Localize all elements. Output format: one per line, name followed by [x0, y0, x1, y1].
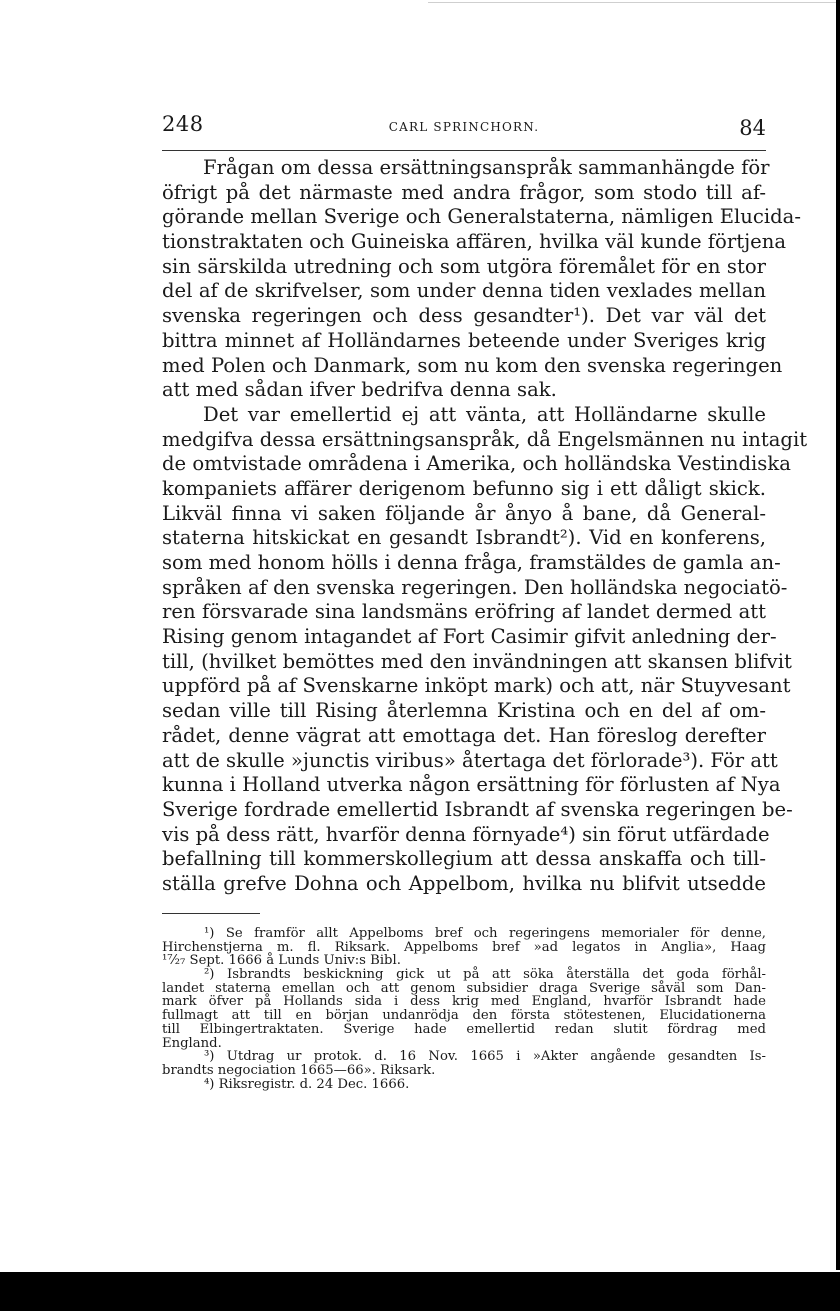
body-line: del af de skrifvelser, som under denna tiden vexlades mellan: [162, 279, 766, 303]
body-line: ren försvarade sina landsmäns eröfring af landet dermed att: [162, 600, 766, 624]
body-line: till, (hvilket bemöttes med den invändningen att skansen blifvit: [162, 649, 792, 673]
body-line: med Polen och Danmark, som nu kom den svenska regeringen: [162, 353, 783, 377]
body-line: görande mellan Sverige och Generalstaterna, nämligen Elucida-: [162, 205, 801, 229]
body-line: sin särskilda utredning och som utgöra föremålet för en stor: [162, 254, 766, 278]
footnote-line: Hirchenstjerna m. fl. Riksark. Appelboms bref »ad legatos in Anglia», Haag: [162, 939, 766, 955]
body-line: språken af den svenska regeringen. Den holländska negociatö-: [162, 575, 788, 599]
body-line: kunna i Holland utverka någon ersättning för förlusten af Nya: [162, 773, 781, 797]
body-line: bittra minnet af Holländarnes beteende under Sveriges krig: [162, 328, 766, 352]
body-line: att med sådan ifver bedrifva denna sak.: [162, 378, 557, 402]
footnote-rule: [162, 913, 260, 914]
body-line: medgifva dessa ersättningsanspråk, då Engelsmännen nu intagit: [162, 427, 808, 451]
scan-bottom-band: [0, 1272, 840, 1311]
body-line: Rising genom intagandet af Fort Casimir gifvit anledning der-: [162, 625, 777, 649]
body-line: att de skulle »junctis viribus» återtaga det förlorade³). För att: [162, 748, 778, 772]
scan-top-rule: [428, 2, 840, 3]
body-line: som med honom hölls i denna fråga, framstäldes de gamla an-: [162, 551, 781, 574]
footnote-line: mark öfver på Hollands sida i dess krig med England, hvarför Isbrandt hade: [162, 994, 766, 1010]
body-line: rådet, denne vägrat att emottaga det. Han föreslog derefter: [162, 723, 766, 747]
page-number-left: 248: [162, 112, 204, 136]
running-title: CARL SPRINCHORN.: [388, 120, 540, 134]
body-line: Sverige fordrade emellertid Isbrandt af svenska regeringen be-: [162, 797, 793, 821]
body-line: de omtvistade områdena i Amerika, och holländska Vestindiska: [162, 452, 791, 476]
body-line: vis på dess rätt, hvarför denna förnyade⁴) sin förut utfärdade: [162, 822, 770, 846]
footnotes: [162, 927, 766, 1091]
footnote-line: England.: [162, 1035, 222, 1051]
footnote-line: till Elbingertraktaten. Sverige hade emellertid redan slutit fördrag med: [162, 1021, 766, 1037]
footnote-line: brandts negociation 1665—66». Riksark.: [162, 1062, 436, 1078]
header-rule: [162, 150, 766, 151]
footnote-line: ¹⁷⁄₂₇ Sept. 1666 å Lunds Univ:s Bibl.: [162, 953, 401, 969]
body-line: befallning till kommerskollegium att dessa anskaffa och till-: [162, 847, 766, 871]
body-line: tionstraktaten och Guineiska affären, hvilka väl kunde förtjena: [162, 230, 787, 254]
body-line: uppförd på af Svenskarne inköpt mark) och att, när Stuyvesant: [162, 674, 791, 698]
body-line: svenska regeringen och dess gesandter¹). Det var väl det: [162, 304, 766, 328]
body-line: staterna hitskickat en gesandt Isbrandt²). Vid en konferens,: [162, 526, 766, 550]
body-line: öfrigt på det närmaste med andra frågor, som stodo till af-: [162, 180, 766, 204]
footnote-line: ²) Isbrandts beskickning gick ut på att söka återställa det goda förhål-: [204, 967, 766, 983]
footnote-line: landet staterna emellan och att genom subsidier draga Sverige såväl som Dan-: [162, 980, 766, 996]
footnote-line: ¹) Se framför allt Appelboms bref och regeringens memorialer för denne,: [204, 926, 766, 941]
body-line: kompaniets affärer derigenom befunno sig i ett dåligt skick.: [162, 476, 766, 500]
footnote-line: fullmagt att till en början undanrödja den första stötestenen, Elucidationerna: [162, 1008, 766, 1024]
body-line: Frågan om dessa ersättningsanspråk sammanhängde för: [203, 156, 770, 179]
body-line: Likväl finna vi saken följande år ånyo å bane, då General-: [162, 501, 766, 525]
footnote-line: ³) Utdrag ur protok. d. 16 Nov. 1665 i »Akter angående gesandten Is-: [204, 1049, 766, 1065]
body-line: sedan ville till Rising återlemna Kristina och en del af om-: [162, 699, 766, 723]
page-number-right: 84: [739, 116, 766, 140]
page-header: [162, 112, 766, 142]
body-line: ställa grefve Dohna och Appelbom, hvilka nu blifvit utsedde: [162, 871, 766, 895]
body-line: Det var emellertid ej att vänta, att Holländarne skulle: [203, 402, 766, 426]
footnote-line: ⁴) Riksregistr. d. 24 Dec. 1666.: [204, 1076, 410, 1092]
body-text: [162, 156, 808, 897]
scan-right-edge: [836, 0, 840, 1270]
